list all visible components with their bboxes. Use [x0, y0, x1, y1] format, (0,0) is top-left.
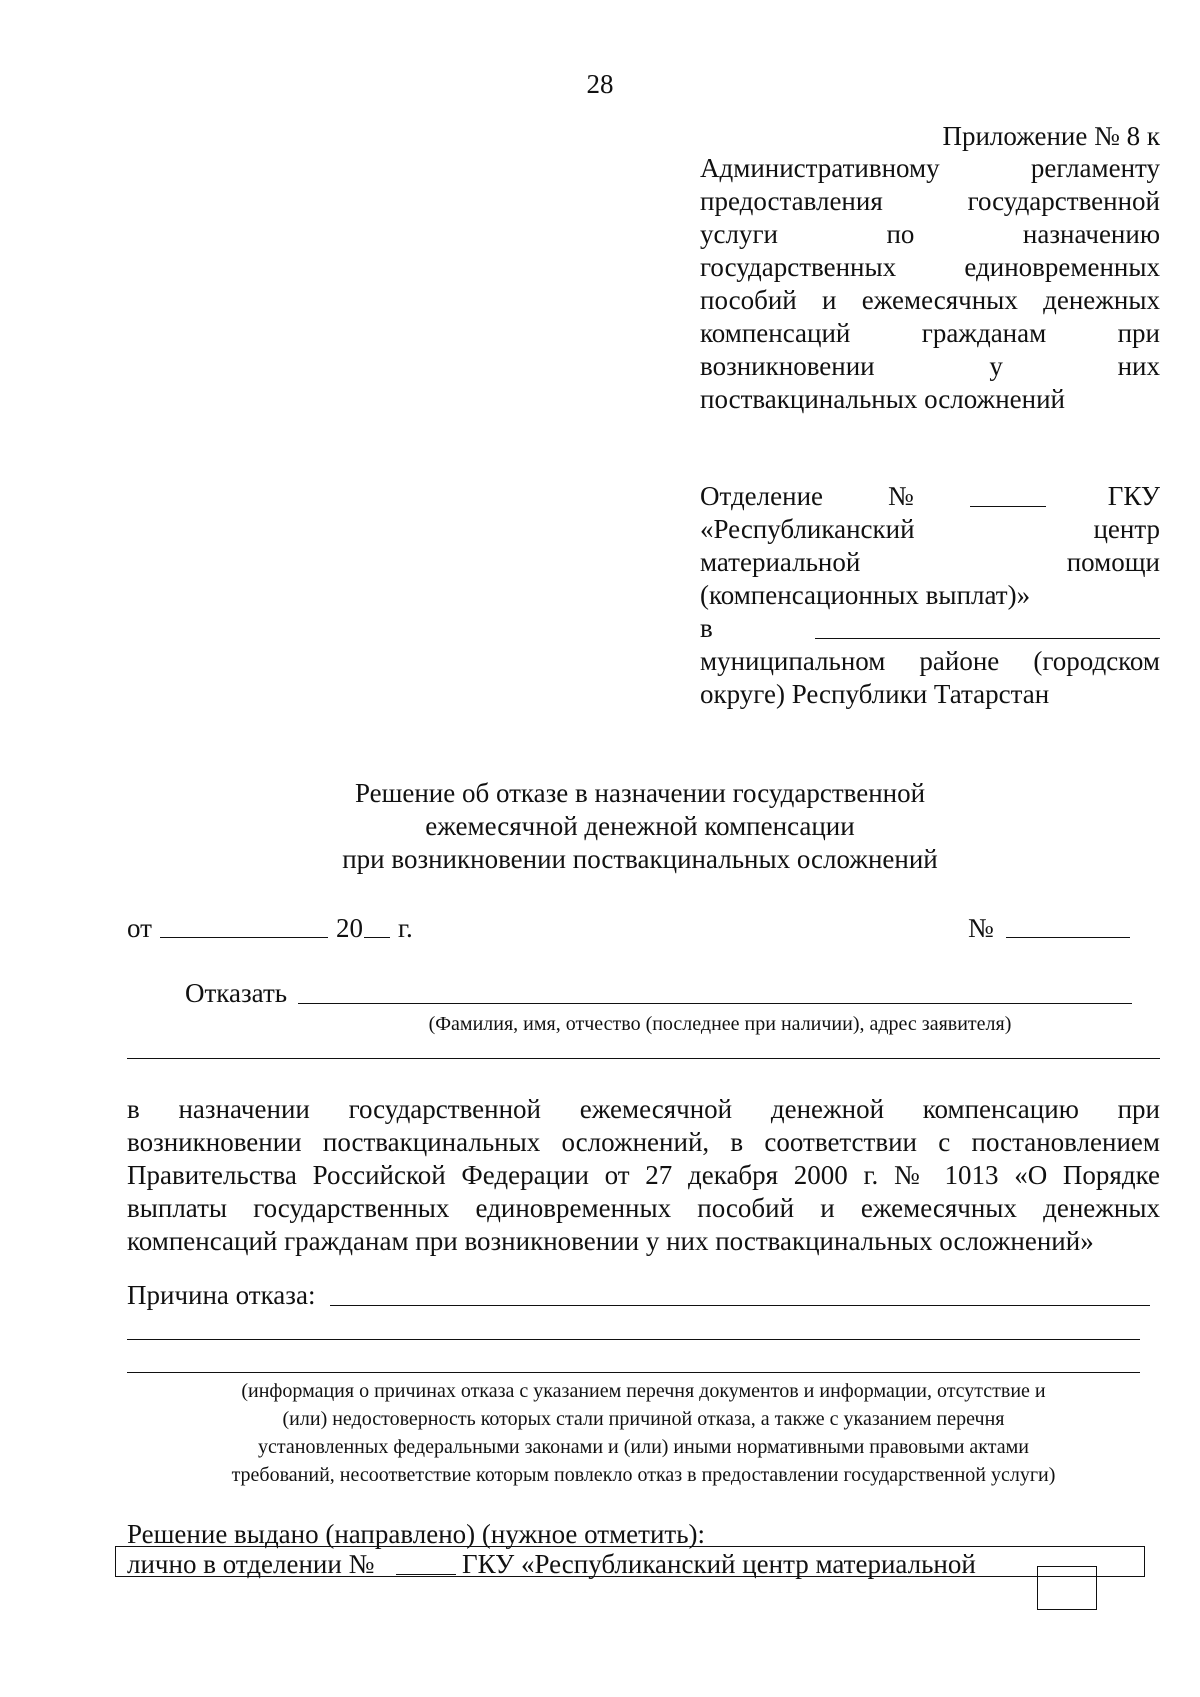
addressee-text: ГКУ — [1107, 481, 1160, 511]
number-label: № — [968, 913, 994, 943]
appendix-line: пособий и ежемесячных денежных — [700, 285, 1160, 315]
addressee-text: «Республиканский — [700, 514, 915, 544]
body-line: компенсаций гражданам при возникновении у них поствакцинальных осложнений» — [127, 1226, 1094, 1256]
applicant-field[interactable] — [298, 1003, 1132, 1004]
reason-caption-line: требований, несоответствие которым повлекло отказ в предоставлении государственной услуги) — [231, 1464, 1056, 1486]
option-checkbox[interactable] — [1037, 1566, 1097, 1610]
appendix-line: поствакцинальных осложнений — [700, 384, 1065, 414]
reason-caption-line: (или) недостоверность которых стали причиной отказа, а также с указанием перечня — [282, 1408, 1005, 1430]
heading-line: при возникновении поствакцинальных осложнений — [342, 844, 938, 874]
year-suffix: г. — [398, 913, 413, 943]
appendix-line: государственных единовременных — [700, 252, 1160, 282]
addressee-text: муниципальном районе (городском — [700, 646, 1160, 676]
body-line: Правительства Российской Федерации от 27 декабря 2000 г. № 1013 «О Порядке — [127, 1160, 1160, 1190]
body-line: выплаты государственных единовременных пособий и ежемесячных денежных — [127, 1193, 1160, 1223]
applicant-field-line-2[interactable] — [127, 1058, 1160, 1059]
date-from-label: от — [127, 913, 152, 943]
appendix-line: Административному регламенту — [700, 153, 1160, 183]
addressee-text: в — [700, 613, 713, 643]
heading-line: ежемесячной денежной компенсации — [425, 811, 855, 841]
refuse-label: Отказать — [185, 978, 288, 1008]
reason-caption-line: установленных федеральными законами и (или) иными нормативными правовыми актами — [258, 1436, 1029, 1458]
decision-number-field[interactable] — [1006, 937, 1130, 938]
appendix-line: возникновении у них — [700, 351, 1160, 381]
body-line: в назначении государственной ежемесячной денежной компенсацию при — [127, 1094, 1160, 1124]
reason-field[interactable] — [330, 1305, 1150, 1306]
reason-field-line-2[interactable] — [127, 1339, 1140, 1340]
addressee-text: центр — [1093, 514, 1160, 544]
district-field[interactable] — [815, 638, 1160, 639]
year-field[interactable] — [364, 937, 390, 938]
addressee-text: № — [888, 481, 914, 511]
appendix-line: услуги по назначению — [700, 219, 1160, 249]
reason-label: Причина отказа: — [127, 1280, 316, 1310]
heading-line: Решение об отказе в назначении государственной — [354, 778, 926, 808]
body-line: возникновении поствакцинальных осложнений, в соответствии с постановлением — [127, 1127, 1160, 1157]
year-prefix: 20 — [336, 913, 363, 943]
page-number: 28 — [586, 69, 614, 99]
option-in-person-text: ГКУ «Республиканский центр материальной — [462, 1549, 976, 1579]
appendix-line: предоставления государственной — [700, 186, 1160, 216]
appendix-title: Приложение № 8 к — [942, 121, 1160, 151]
issued-label: Решение выдано (направлено) (нужное отметить): — [127, 1519, 706, 1549]
addressee-text: помощи — [1066, 547, 1160, 577]
appendix-line: компенсаций гражданам при — [700, 318, 1160, 348]
reason-caption-line: (информация о причинах отказа с указанием перечня документов и информации, отсутствие и — [241, 1380, 1046, 1402]
addressee-text: Отделение — [700, 481, 824, 511]
addressee-text: округе) Республики Татарстан — [700, 679, 1050, 709]
option-in-person-text: лично в отделении № — [127, 1549, 375, 1579]
addressee-text: (компенсационных выплат)» — [700, 580, 1031, 610]
applicant-caption: (Фамилия, имя, отчество (последнее при наличии), адрес заявителя) — [428, 1013, 1012, 1035]
date-field[interactable] — [160, 937, 328, 938]
reason-field-line-3[interactable] — [127, 1372, 1140, 1373]
option-department-number-field[interactable] — [396, 1574, 456, 1575]
addressee-text: материальной — [700, 547, 861, 577]
